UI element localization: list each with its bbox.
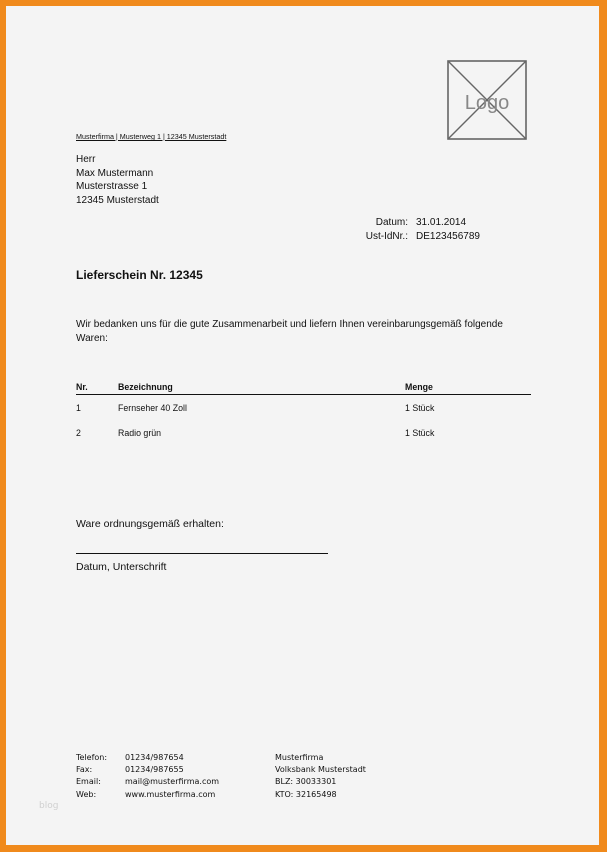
cell-nr: 2: [76, 428, 81, 438]
document-title: Lieferschein Nr. 12345: [76, 268, 203, 282]
cell-bezeichnung: Fernseher 40 Zoll: [118, 403, 187, 413]
footer-contact: [76, 752, 219, 801]
items-table: [76, 381, 531, 445]
recipient-salutation: Herr: [76, 154, 96, 165]
signature-line: [76, 553, 328, 554]
footer-web-label: Web:: [76, 789, 97, 799]
vat-value: DE123456789: [416, 230, 480, 242]
footer-web-value: www.musterfirma.com: [125, 789, 216, 799]
watermark: blog: [39, 801, 59, 811]
recipient-address: [76, 153, 159, 207]
cell-menge: 1 Stück: [405, 428, 435, 438]
received-text: Ware ordnungsgemäß erhalten:: [76, 518, 224, 530]
footer-phone-value: 01234/987654: [125, 753, 184, 762]
header-menge: Menge: [405, 382, 433, 392]
date-label: Datum:: [375, 217, 408, 228]
svg-text:Logo: Logo: [464, 92, 510, 114]
cell-menge: 1 Stück: [405, 403, 435, 413]
footer-email-label: Email:: [76, 777, 101, 787]
footer-bank: [275, 752, 366, 801]
footer-kto: KTO: 32165498: [275, 789, 337, 799]
intro-text: Wir bedanken uns für die gute Zusammenarbeit und liefern Ihnen vereinbarungsgemäß folgende Waren:: [76, 319, 503, 344]
recipient-city: 12345 Musterstadt: [76, 194, 159, 206]
logo-placeholder: [446, 59, 528, 141]
vat-label: Ust-IdNr.:: [365, 230, 408, 242]
date-value: 31.01.2014: [416, 217, 467, 228]
footer-bank-name: Volksbank Musterstadt: [275, 765, 366, 775]
date-row: [356, 216, 480, 230]
recipient-street: Musterstrasse 1: [76, 181, 148, 192]
footer-fax-value: 01234/987655: [125, 765, 184, 775]
footer-company: Musterfirma: [275, 753, 324, 762]
footer-fax-label: Fax:: [76, 765, 93, 775]
header-bezeichnung: Bezeichnung: [118, 382, 173, 392]
footer-phone-label: Telefon:: [76, 753, 108, 762]
table-header: [76, 381, 531, 395]
table-row: [76, 421, 531, 445]
table-row: [76, 396, 531, 420]
sender-address-line: Musterfirma | Musterweg 1 | 12345 Musterstadt: [76, 132, 227, 141]
recipient-name: Max Mustermann: [76, 167, 154, 179]
footer-email-value: mail@musterfirma.com: [125, 777, 220, 787]
footer-blz: BLZ: 30033301: [275, 777, 337, 787]
vat-row: [356, 230, 480, 244]
document-page: [6, 6, 599, 845]
cell-bezeichnung: Radio grün: [118, 428, 162, 438]
signature-label: Datum, Unterschrift: [76, 561, 167, 573]
logo-placeholder-icon: [446, 59, 528, 141]
document-meta: [356, 216, 480, 243]
header-nr: Nr.: [76, 382, 88, 392]
cell-nr: 1: [76, 403, 81, 413]
